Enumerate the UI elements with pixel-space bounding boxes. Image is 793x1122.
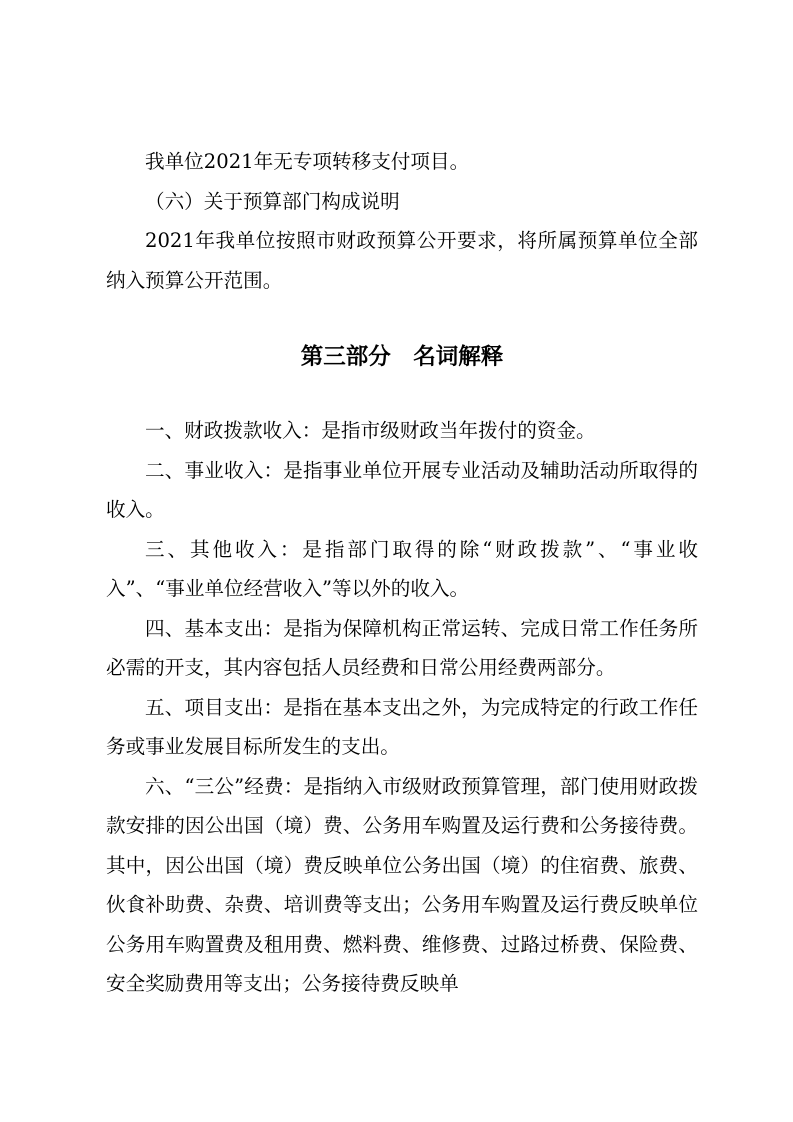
term-other-income: 三、其他收入：是指部门取得的除“财政拨款”、“事业收入”、“事业单位经营收入”等以外的收入。 bbox=[106, 537, 698, 600]
term-fiscal-appropriation-income: 一、财政拨款收入：是指市级财政当年拨付的资金。 bbox=[145, 419, 596, 442]
paragraph-no-special-transfer: 我单位2021年无专项转移支付项目。 bbox=[145, 150, 470, 173]
paragraph-budget-scope: 2021年我单位按照市财政预算公开要求，将所属预算单位全部纳入预算公开范围。 bbox=[106, 229, 698, 292]
section-title: 第三部分 名词解释 bbox=[300, 344, 504, 370]
subsection-heading-budget-composition: （六）关于预算部门构成说明 bbox=[145, 189, 400, 213]
page-content bbox=[106, 142, 698, 1004]
term-three-public-expenses: 六、“三公”经费：是指纳入市级财政预算管理，部门使用财政拨款安排的因公出国（境）费、公务用车购置及运行费和公务接待费。其中，因公出国（境）费反映单位公务出国（境）的住宿费、旅费、伙食补助费、杂费、培训费等支出；公务用车购置及运行费反映单位公务用车购置费及租用费、燃料费、维修费、过路过桥费、保险费、安全奖励费用等支出；公务接待费反映单 bbox=[106, 774, 698, 995]
term-project-expenditure: 五、项目支出：是指在基本支出之外，为完成特定的行政工作任务或事业发展目标所发生的支出。 bbox=[106, 695, 698, 758]
term-business-income: 二、事业收入：是指事业单位开展专业活动及辅助活动所取得的收入。 bbox=[106, 458, 698, 521]
term-basic-expenditure: 四、基本支出：是指为保障机构正常运转、完成日常工作任务所必需的开支，其内容包括人员经费和日常公用经费两部分。 bbox=[106, 616, 698, 679]
